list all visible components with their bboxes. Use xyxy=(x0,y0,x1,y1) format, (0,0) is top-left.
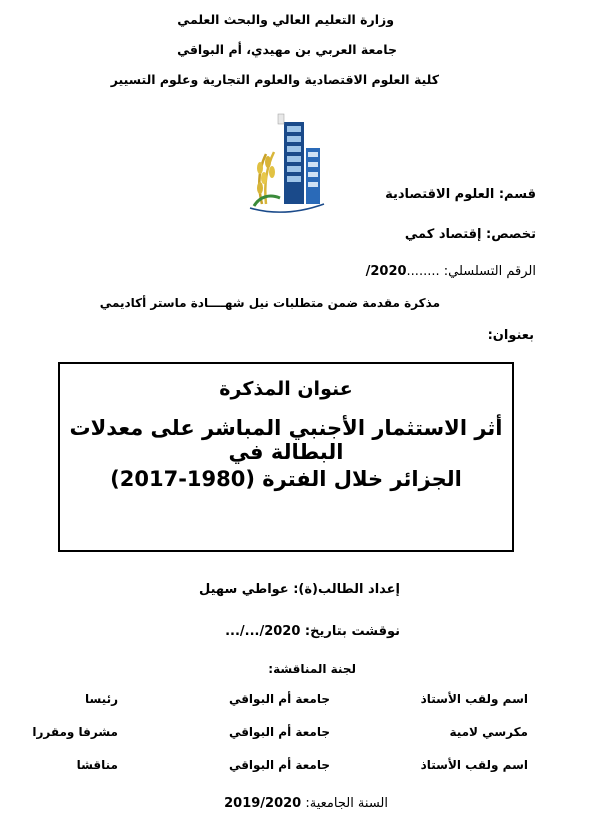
serial-number xyxy=(366,264,536,279)
thesis-heading: عنوان المذكرة xyxy=(219,378,353,400)
academic-year-label: السنة الجامعية: xyxy=(301,796,388,811)
committee-member-institution: جامعة أم البواقي xyxy=(228,725,330,739)
thesis-title-box xyxy=(58,362,514,552)
faculty-name: كلية العلوم الاقتصادية والعلوم التجارية وعلوم التسيير xyxy=(110,72,439,87)
serial-number-label: الرقم التسلسلي: ........ xyxy=(406,264,536,279)
ministry-name: وزارة التعليم العالي والبحث العلمي xyxy=(177,12,394,27)
specialty-label: تخصص: إقتصاد كمي xyxy=(404,227,536,242)
thesis-title-line-1: أثر الاستثمار الأجنبي المباشر على معدلات البطالة في xyxy=(69,416,503,464)
committee-member-role: مشرفا ومقررا xyxy=(32,725,118,739)
wheat-icon xyxy=(254,152,280,206)
committee-member-role: مناقشا xyxy=(76,758,118,772)
serial-number-value: 2020/ xyxy=(365,264,407,279)
academic-year-value: 2019/2020 xyxy=(224,796,302,811)
degree-note: مذكرة مقدمة ضمن متطلبات نيل شهــــادة ماستر أكاديمي xyxy=(99,296,440,310)
committee-member-institution: جامعة أم البواقي xyxy=(228,692,330,706)
defense-date xyxy=(225,620,400,639)
committee-member-name: اسم ولقب الأستاذ xyxy=(420,758,528,772)
defense-date-label: نوقشت بتاريخ: xyxy=(300,624,400,639)
academic-year xyxy=(224,792,388,811)
student-name: إعداد الطالب(ة): عواطي سهيل xyxy=(199,582,400,597)
committee-member-role: رئيسا xyxy=(84,692,118,706)
title-label: بعنوان: xyxy=(487,328,534,343)
department-label: قسم: العلوم الاقتصادية xyxy=(385,187,536,202)
university-name: جامعة العربي بن مهيدي، أم البواقي xyxy=(177,42,397,57)
thesis-title-line-2: الجزائر خلال الفترة (1980-2017) xyxy=(110,467,462,491)
tower-icon xyxy=(278,114,320,204)
university-logo xyxy=(240,108,330,218)
committee-member-name: اسم ولقب الأستاذ xyxy=(420,692,528,706)
committee-member-name: مكرسي لامية xyxy=(449,725,528,739)
committee-heading: لجنة المناقشة: xyxy=(268,662,356,676)
defense-date-value: 2020/.../... xyxy=(225,624,301,639)
committee-member-institution: جامعة أم البواقي xyxy=(228,758,330,772)
